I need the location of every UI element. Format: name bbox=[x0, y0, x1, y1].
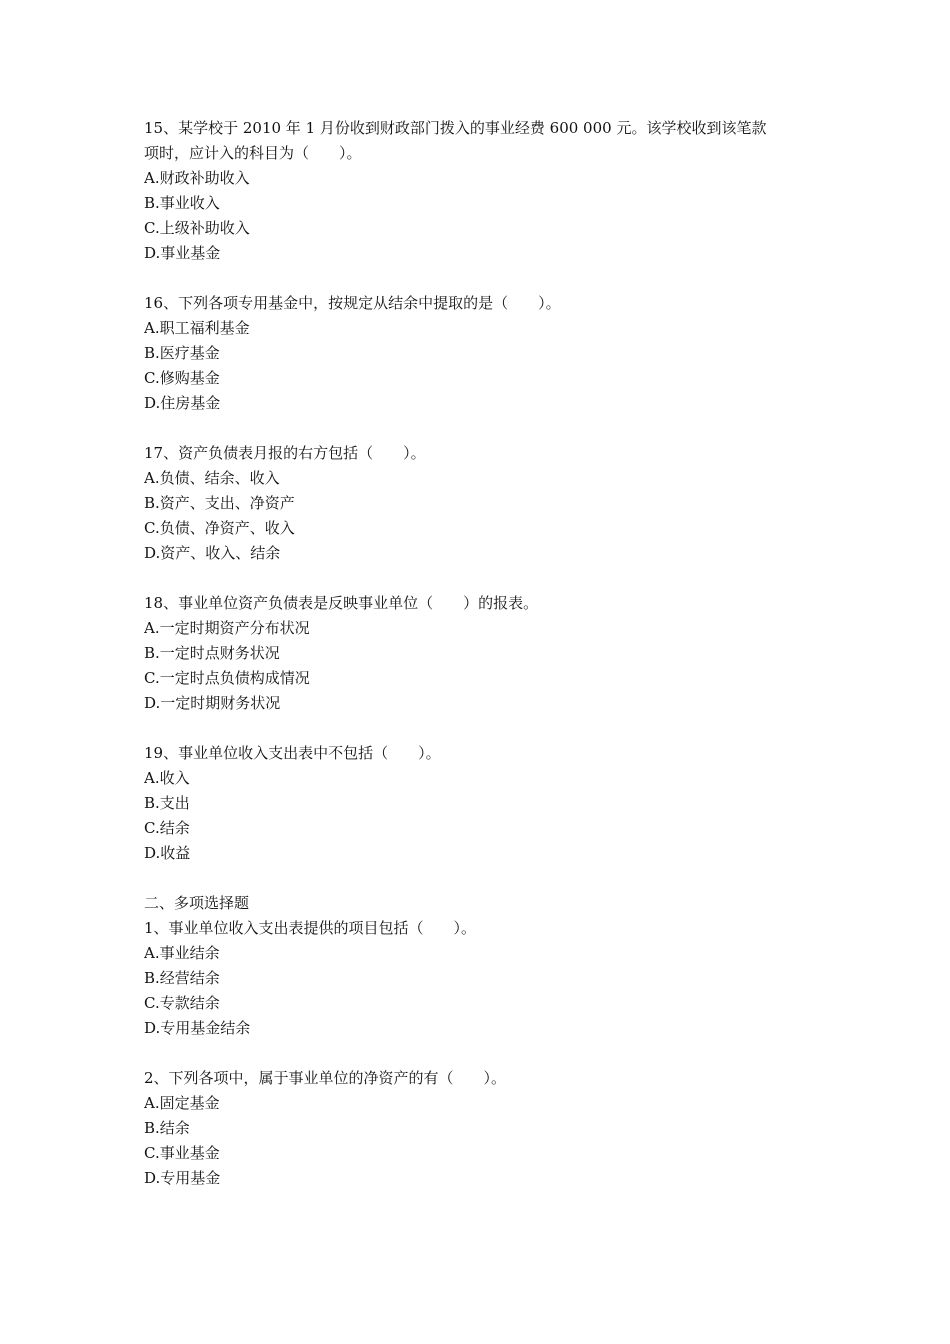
option-a: A.固定基金 bbox=[144, 1094, 220, 1112]
question-stem: 19、事业单位收入支出表中不包括（ ）。 bbox=[144, 744, 441, 762]
option-d: D.专用基金结余 bbox=[144, 1019, 251, 1037]
question-17 bbox=[144, 441, 824, 566]
question-stem: 17、资产负债表月报的右方包括（ ）。 bbox=[144, 444, 426, 462]
spacer bbox=[144, 1041, 824, 1066]
option-d: D.资产、收入、结余 bbox=[144, 544, 281, 562]
option-a: A.一定时期资产分布状况 bbox=[144, 619, 310, 637]
section-heading: 二、多项选择题 bbox=[144, 894, 250, 912]
option-a: A.事业结余 bbox=[144, 944, 220, 962]
option-b: B.一定时点财务状况 bbox=[144, 644, 280, 662]
option-d: D.一定时期财务状况 bbox=[144, 694, 281, 712]
question-16 bbox=[144, 291, 824, 416]
spacer bbox=[144, 716, 824, 741]
option-b: B.医疗基金 bbox=[144, 344, 220, 362]
option-c: C.负债、净资产、收入 bbox=[144, 519, 295, 537]
option-a: A.财政补助收入 bbox=[144, 169, 250, 187]
multi-question-1 bbox=[144, 916, 824, 1041]
question-stem: 18、事业单位资产负债表是反映事业单位（ ）的报表。 bbox=[144, 594, 539, 612]
spacer bbox=[144, 416, 824, 441]
option-d: D.事业基金 bbox=[144, 244, 221, 262]
option-c: C.修购基金 bbox=[144, 369, 220, 387]
spacer bbox=[144, 866, 824, 891]
option-c: C.上级补助收入 bbox=[144, 219, 250, 237]
option-b: B.资产、支出、净资产 bbox=[144, 494, 295, 512]
question-19 bbox=[144, 741, 824, 866]
option-c: C.一定时点负债构成情况 bbox=[144, 669, 310, 687]
option-b: B.事业收入 bbox=[144, 194, 220, 212]
question-18 bbox=[144, 591, 824, 716]
option-b: B.经营结余 bbox=[144, 969, 220, 987]
option-a: A.负债、结余、收入 bbox=[144, 469, 280, 487]
document-page bbox=[144, 116, 824, 1191]
option-a: A.职工福利基金 bbox=[144, 319, 250, 337]
option-a: A.收入 bbox=[144, 769, 190, 787]
option-d: D.收益 bbox=[144, 844, 191, 862]
option-d: D.专用基金 bbox=[144, 1169, 221, 1187]
question-stem: 15、某学校于 2010 年 1 月份收到财政部门拨入的事业经费 600 000 元。该学校收到该笔款 bbox=[144, 119, 767, 137]
question-stem: 项时，应计入的科目为（ ）。 bbox=[144, 144, 362, 162]
spacer bbox=[144, 566, 824, 591]
option-b: B.结余 bbox=[144, 1119, 190, 1137]
option-c: C.专款结余 bbox=[144, 994, 220, 1012]
question-stem: 16、下列各项专用基金中，按规定从结余中提取的是（ ）。 bbox=[144, 294, 561, 312]
option-b: B.支出 bbox=[144, 794, 190, 812]
option-c: C.事业基金 bbox=[144, 1144, 220, 1162]
question-15 bbox=[144, 116, 824, 266]
question-stem: 1、事业单位收入支出表提供的项目包括（ ）。 bbox=[144, 919, 477, 937]
option-d: D.住房基金 bbox=[144, 394, 221, 412]
multi-question-2 bbox=[144, 1066, 824, 1191]
option-c: C.结余 bbox=[144, 819, 190, 837]
question-stem: 2、下列各项中，属于事业单位的净资产的有（ ）。 bbox=[144, 1069, 507, 1087]
spacer bbox=[144, 266, 824, 291]
